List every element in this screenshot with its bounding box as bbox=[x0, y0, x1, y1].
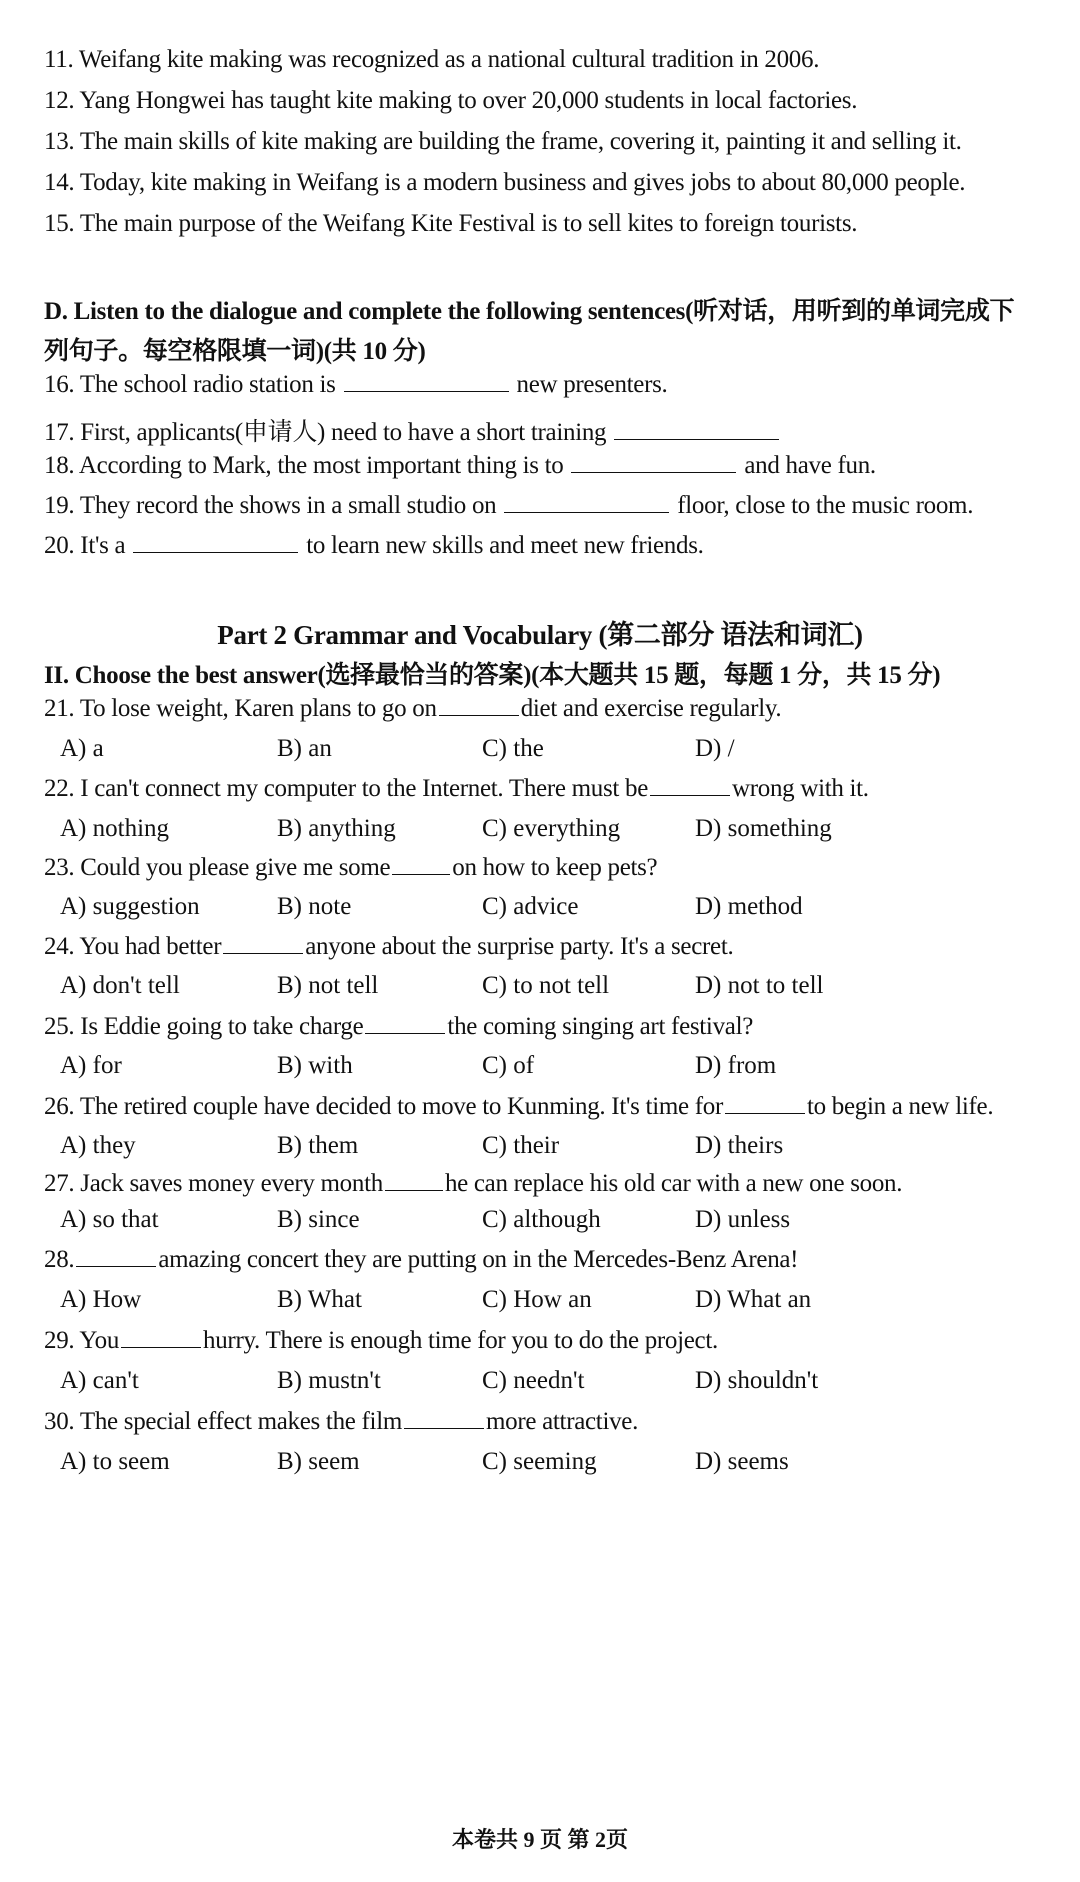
question-text: the coming singing art festival? bbox=[447, 1013, 754, 1040]
answer-options bbox=[0, 1286, 1080, 1320]
fill-item-20 bbox=[44, 532, 704, 560]
answer-blank[interactable] bbox=[121, 1327, 201, 1348]
section-d-heading: D. Listen to the dialogue and complete the following sentences(听对话，用听到的单词完成下 bbox=[44, 298, 1015, 325]
answer-option-c[interactable]: C) to not tell bbox=[482, 972, 610, 999]
answer-option-a[interactable]: A) don't tell bbox=[60, 972, 180, 999]
question-text: more attractive. bbox=[485, 1408, 639, 1435]
fill-item-text: 18. According to Mark, the most important thing is to bbox=[44, 452, 564, 479]
answer-blank[interactable] bbox=[725, 1093, 805, 1114]
question-24 bbox=[44, 933, 733, 961]
answer-option-d[interactable]: D) method bbox=[695, 893, 803, 920]
fill-item-17 bbox=[44, 412, 781, 448]
fill-item-text: to learn new skills and meet new friends. bbox=[306, 532, 704, 559]
answer-options bbox=[0, 1132, 1080, 1166]
answer-option-c[interactable]: C) seeming bbox=[482, 1448, 597, 1475]
fill-item-text: and have fun. bbox=[744, 452, 876, 479]
answer-option-c[interactable]: C) the bbox=[482, 735, 544, 762]
answer-option-c[interactable]: C) needn't bbox=[482, 1367, 585, 1394]
answer-blank[interactable] bbox=[571, 452, 736, 473]
statement-13: 13. The main skills of kite making are building the frame, covering it, painting it and selling it. bbox=[44, 128, 962, 155]
fill-item-text: 17. First, applicants(申请人) need to have a short training bbox=[44, 419, 607, 446]
question-text: 30. The special effect makes the film bbox=[44, 1408, 402, 1435]
answer-options bbox=[0, 815, 1080, 849]
statement-14: 14. Today, kite making in Weifang is a modern business and gives jobs to about 80,000 people. bbox=[44, 169, 966, 196]
question-text: he can replace his old car with a new one soon. bbox=[444, 1170, 903, 1197]
answer-option-d[interactable]: D) something bbox=[695, 815, 832, 842]
answer-option-a[interactable]: A) suggestion bbox=[60, 893, 200, 920]
page-footer: 本卷共 9 页 第 2页 bbox=[451, 1827, 628, 1852]
question-30 bbox=[44, 1408, 638, 1436]
answer-option-b[interactable]: B) an bbox=[277, 735, 332, 762]
answer-options bbox=[0, 1206, 1080, 1240]
question-27 bbox=[44, 1170, 902, 1198]
question-26 bbox=[44, 1093, 993, 1121]
answer-option-d[interactable]: D) theirs bbox=[695, 1132, 784, 1159]
answer-option-d[interactable]: D) What an bbox=[695, 1286, 812, 1313]
question-text: hurry. There is enough time for you to do the project. bbox=[203, 1327, 718, 1354]
answer-options bbox=[0, 1448, 1080, 1482]
answer-option-d[interactable]: D) from bbox=[695, 1052, 777, 1079]
answer-option-a[interactable]: A) a bbox=[60, 735, 104, 762]
question-25 bbox=[44, 1013, 753, 1041]
fill-item-19 bbox=[44, 492, 973, 520]
answer-option-b[interactable]: B) with bbox=[277, 1052, 353, 1079]
question-text: 26. The retired couple have decided to move to Kunming. It's time for bbox=[44, 1093, 723, 1120]
answer-blank[interactable] bbox=[133, 532, 298, 553]
answer-blank[interactable] bbox=[650, 775, 730, 796]
fill-item-text: 20. It's a bbox=[44, 532, 126, 559]
answer-blank[interactable] bbox=[76, 1246, 156, 1267]
question-text: wrong with it. bbox=[731, 775, 869, 802]
answer-blank[interactable] bbox=[439, 695, 519, 716]
question-text: diet and exercise regularly. bbox=[520, 695, 782, 722]
question-text: 24. You had better bbox=[44, 933, 222, 960]
answer-option-b[interactable]: B) seem bbox=[277, 1448, 360, 1475]
answer-blank[interactable] bbox=[223, 933, 303, 954]
question-text: 29. You bbox=[44, 1327, 120, 1354]
question-22 bbox=[44, 775, 869, 803]
answer-option-c[interactable]: C) their bbox=[482, 1132, 560, 1159]
fill-item-text: 16. The school radio station is bbox=[44, 371, 336, 398]
question-23 bbox=[44, 854, 657, 882]
answer-options bbox=[0, 1052, 1080, 1086]
answer-option-c[interactable]: C) advice bbox=[482, 893, 579, 920]
part2-instruction: II. Choose the best answer(选择最恰当的答案)(本大题共 15 题，每题 1 分，共 15 分) bbox=[44, 662, 941, 689]
statement-12: 12. Yang Hongwei has taught kite making to over 20,000 students in local factories. bbox=[44, 87, 858, 114]
question-28 bbox=[44, 1246, 798, 1274]
part2-title: Part 2 Grammar and Vocabulary (第二部分 语法和词汇) bbox=[217, 620, 863, 650]
question-text: on how to keep pets? bbox=[452, 854, 658, 881]
answer-option-b[interactable]: B) What bbox=[277, 1286, 362, 1313]
answer-options bbox=[0, 893, 1080, 927]
answer-blank[interactable] bbox=[344, 371, 509, 392]
answer-option-b[interactable]: B) them bbox=[277, 1132, 359, 1159]
answer-blank[interactable] bbox=[392, 854, 450, 875]
fill-item-18 bbox=[44, 452, 876, 480]
fill-item-text: new presenters. bbox=[516, 371, 668, 398]
answer-option-a[interactable]: A) can't bbox=[60, 1367, 139, 1394]
section-d-heading-cont: 列句子。每空格限填一词)(共 10 分) bbox=[44, 338, 426, 365]
answer-option-a[interactable]: A) nothing bbox=[60, 815, 170, 842]
fill-item-16 bbox=[44, 371, 668, 399]
question-text: 28. bbox=[44, 1246, 75, 1273]
statement-15: 15. The main purpose of the Weifang Kite Festival is to sell kites to foreign tourists. bbox=[44, 210, 858, 237]
fill-item-text: floor, close to the music room. bbox=[677, 492, 974, 519]
question-text: 21. To lose weight, Karen plans to go on bbox=[44, 695, 437, 722]
answer-options bbox=[0, 735, 1080, 769]
answer-option-b[interactable]: B) note bbox=[277, 893, 352, 920]
answer-blank[interactable] bbox=[365, 1013, 445, 1034]
question-text: 27. Jack saves money every month bbox=[44, 1170, 383, 1197]
question-text: 23. Could you please give me some bbox=[44, 854, 391, 881]
question-text: amazing concert they are putting on in the Mercedes-Benz Arena! bbox=[158, 1246, 799, 1273]
answer-option-d[interactable]: D) / bbox=[695, 735, 735, 762]
answer-option-b[interactable]: B) anything bbox=[277, 815, 396, 842]
question-29 bbox=[44, 1327, 718, 1355]
answer-option-a[interactable]: A) they bbox=[60, 1132, 136, 1159]
answer-option-d[interactable]: D) unless bbox=[695, 1206, 791, 1233]
answer-option-a[interactable]: A) so that bbox=[60, 1206, 159, 1233]
answer-blank[interactable] bbox=[504, 492, 669, 513]
answer-option-a[interactable]: A) to seem bbox=[60, 1448, 170, 1475]
answer-option-d[interactable]: D) shouldn't bbox=[695, 1367, 819, 1394]
statement-11: 11. Weifang kite making was recognized as a national cultural tradition in 2006. bbox=[44, 46, 820, 73]
answer-options bbox=[0, 972, 1080, 1006]
answer-blank[interactable] bbox=[404, 1408, 484, 1429]
answer-option-c[interactable]: C) How an bbox=[482, 1286, 592, 1313]
answer-blank[interactable] bbox=[614, 419, 779, 440]
question-text: 25. Is Eddie going to take charge bbox=[44, 1013, 364, 1040]
answer-option-c[interactable]: C) of bbox=[482, 1052, 535, 1079]
answer-option-a[interactable]: A) for bbox=[60, 1052, 122, 1079]
answer-option-c[interactable]: C) although bbox=[482, 1206, 601, 1233]
question-text: 22. I can't connect my computer to the Internet. There must be bbox=[44, 775, 648, 802]
answer-option-b[interactable]: B) mustn't bbox=[277, 1367, 381, 1394]
answer-option-b[interactable]: B) since bbox=[277, 1206, 360, 1233]
question-text: to begin a new life. bbox=[806, 1093, 994, 1120]
question-text: anyone about the surprise party. It's a secret. bbox=[305, 933, 734, 960]
answer-option-d[interactable]: D) not to tell bbox=[695, 972, 824, 999]
answer-blank[interactable] bbox=[385, 1170, 443, 1191]
fill-item-text: 19. They record the shows in a small studio on bbox=[44, 492, 497, 519]
answer-option-d[interactable]: D) seems bbox=[695, 1448, 789, 1475]
answer-options bbox=[0, 1367, 1080, 1401]
question-21 bbox=[44, 695, 781, 723]
answer-option-c[interactable]: C) everything bbox=[482, 815, 621, 842]
answer-option-a[interactable]: A) How bbox=[60, 1286, 142, 1313]
answer-option-b[interactable]: B) not tell bbox=[277, 972, 379, 999]
